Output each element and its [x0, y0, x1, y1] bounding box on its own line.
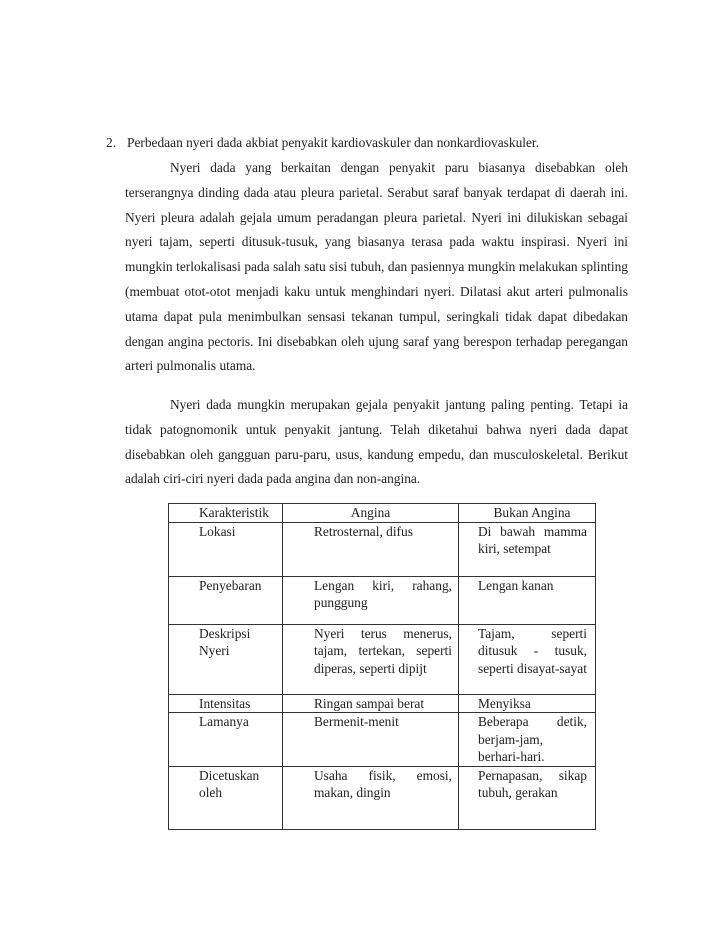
- table-header-row: [169, 504, 596, 523]
- cell-characteristic: Deskripsi Nyeri: [169, 624, 283, 694]
- cell-angina: Usaha fisik, emosi, makan, dingin: [283, 766, 459, 829]
- cell-angina: Retrosternal, difus: [283, 522, 459, 576]
- cell-angina: Lengan kiri, rahang, punggung: [283, 576, 459, 624]
- section-number: 2.: [106, 135, 117, 150]
- table-row: [169, 576, 596, 624]
- table-row: [169, 522, 596, 576]
- table-row: [169, 713, 596, 767]
- header-characteristic: Karakteristik: [169, 504, 283, 523]
- cell-characteristic: Dicetuskan oleh: [169, 766, 283, 829]
- cell-angina: Ringan sampai berat: [283, 694, 459, 713]
- paragraph-lung-chest-pain: Nyeri dada yang berkaitan dengan penyakit paru biasanya disebabkan oleh terserangnya dinding dada atau pleura parietal. Serabut saraf banyak terdapat di daerah ini. Nyeri pleura adalah gejala umum peradangan pleura parietal. Nyeri ini dilukiskan sebagai nyeri tajam, seperti ditusuk-tusuk, yang biasanya terasa pada waktu inspirasi. Nyeri ini mungkin terlokalisasi pada salah satu sisi tubuh, dan pasiennya mungkin melakukan splinting (membuat otot-otot menjadi kaku untuk menghindari nyeri. Dilatasi akut arteri pulmonalis utama dapat pula menimbulkan sensasi tekanan tumpul, seringkali tidak dapat dibedakan dengan angina pectoris. Ini disebabkan oleh ujung saraf yang berespon terhadap peregangan arteri pulmonalis utama.: [125, 160, 628, 374]
- header-non-angina: Bukan Angina: [459, 504, 596, 523]
- cell-characteristic: Lokasi: [169, 522, 283, 576]
- cell-non-angina: Lengan kanan: [459, 576, 596, 624]
- paragraph-cardiac-chest-pain: Nyeri dada mungkin merupakan gejala penyakit jantung paling penting. Tetapi ia tidak patognomonik untuk penyakit jantung. Telah diketahui bahwa nyeri dada dapat disebabkan oleh gangguan paru-paru, usus, kandung empedu, dan musculoskeletal. Berikut adalah ciri-ciri nyeri dada pada angina dan non-angina.: [125, 397, 628, 487]
- cell-non-angina: Menyiksa: [459, 694, 596, 713]
- cell-non-angina: Pernapasan, sikap tubuh, gerakan: [459, 766, 596, 829]
- cell-angina: Nyeri terus menerus, tajam, tertekan, seperti diperas, seperti dipijt: [283, 624, 459, 694]
- chest-pain-comparison-table: [168, 503, 596, 830]
- table-row: [169, 624, 596, 694]
- cell-non-angina: Tajam, seperti ditusuk - tusuk, seperti disayat-sayat: [459, 624, 596, 694]
- cell-characteristic: Penyebaran: [169, 576, 283, 624]
- cell-angina: Bermenit-menit: [283, 713, 459, 767]
- table-row: [169, 694, 596, 713]
- cell-characteristic: Intensitas: [169, 694, 283, 713]
- cell-non-angina: Di bawah mamma kiri, setempat: [459, 522, 596, 576]
- header-angina: Angina: [283, 504, 459, 523]
- section-heading: [106, 134, 636, 152]
- cell-characteristic: Lamanya: [169, 713, 283, 767]
- table-row: [169, 766, 596, 829]
- cell-non-angina: Beberapa detik, berjam-jam, berhari-hari.: [459, 713, 596, 767]
- section-title: Perbedaan nyeri dada akbiat penyakit kardiovaskuler dan nonkardiovaskuler.: [127, 135, 539, 150]
